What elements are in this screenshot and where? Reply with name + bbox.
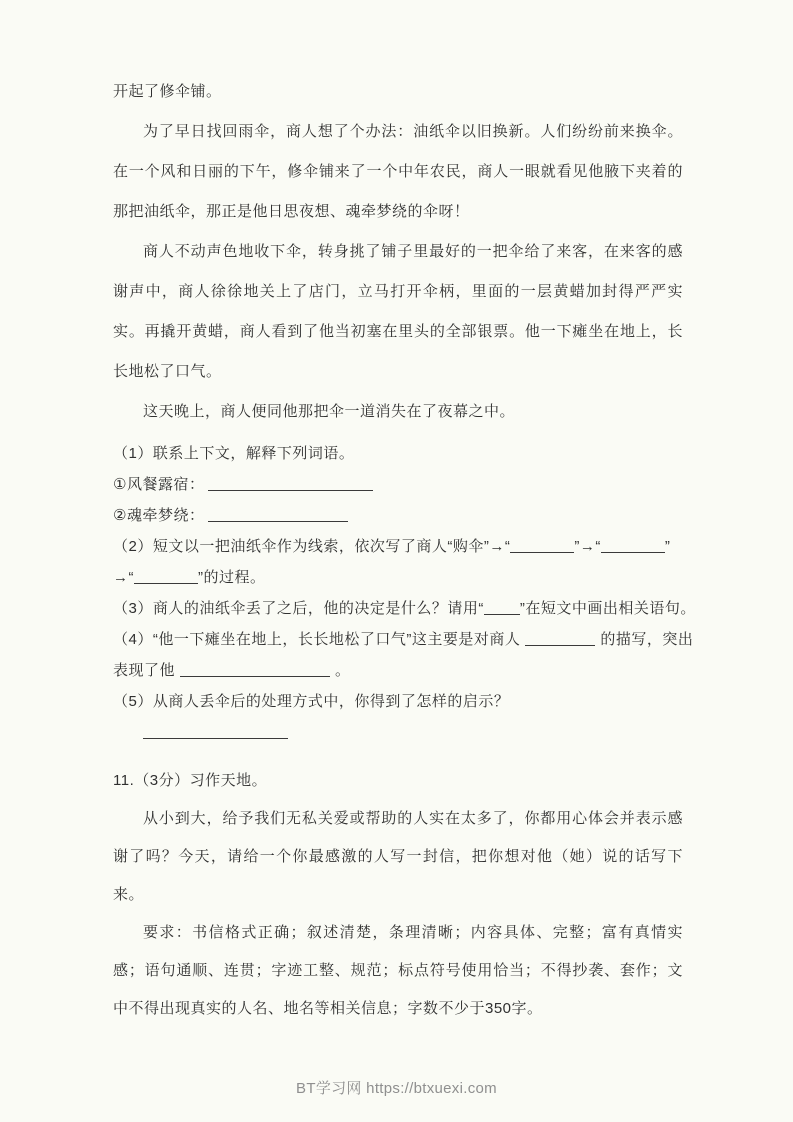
question-1-word-1 xyxy=(113,469,683,500)
answer-blank-q1-word2[interactable] xyxy=(208,508,348,522)
question-1-word-1-label: ①风餐露宿： xyxy=(113,476,205,493)
question-2-line-1 xyxy=(113,531,683,562)
composition-paragraph-2: 要求：书信格式正确；叙述清楚，条理清晰；内容具体、完整；富有真情实感；语句通顺、连贯；字迹工整、规范；标点符号使用恰当；不得抄袭、套作；文中不得出现真实的人名、地名等相关信息；字数不少于350字。 xyxy=(113,924,683,1017)
question-2-line-2 xyxy=(113,562,683,593)
composition-paragraph-1: 从小到大，给予我们无私关爱或帮助的人实在太多了，你都用心体会并表示感谢了吗？今天，请给一个你最感激的人写一封信，把你想对他（她）说的话写下来。 xyxy=(113,810,683,903)
answer-blank-q2-2[interactable] xyxy=(601,539,665,553)
question-3-text-b: ”在短文中画出相关语句。 xyxy=(519,600,696,617)
question-2-text-a: （2）短文以一把油纸伞作为线索，依次写了商人“购伞”→“ xyxy=(113,538,511,555)
watermark xyxy=(0,1077,793,1098)
reading-passage xyxy=(113,72,683,432)
question-4-line-2 xyxy=(113,655,683,686)
question-5-stem: （5）从商人丢伞后的处理方式中，你得到了怎样的启示？ xyxy=(113,693,510,710)
passage-paragraph-1: 为了早日找回雨伞，商人想了个办法：油纸伞以旧换新。人们纷纷前来换伞。在一个风和日丽的下午，修伞铺来了一个中年农民，商人一眼就看见他腋下夹着的那把油纸伞，那正是他日思夜想、魂牵梦绕的伞呀！ xyxy=(113,123,683,220)
question-5-answer-line xyxy=(113,717,683,748)
question-4-text-a: （4）“他一下瘫坐在地上，长长地松了口气”这主要是对商人 xyxy=(113,631,521,648)
question-list xyxy=(113,438,696,748)
passage-continuation-line: 开起了修伞铺。 xyxy=(113,83,222,100)
question-11-heading: 11.（3分）习作天地。 xyxy=(113,772,268,789)
question-3 xyxy=(113,593,696,624)
composition-section xyxy=(113,762,683,1028)
page-content xyxy=(113,72,696,1028)
underline-mark-sample xyxy=(484,601,520,615)
answer-blank-q2-3[interactable] xyxy=(134,570,198,584)
answer-blank-q4-2[interactable] xyxy=(180,663,330,677)
passage-paragraph-2: 商人不动声色地收下伞，转身挑了铺子里最好的一把伞给了来客，在来客的感谢声中，商人徐徐地关上了店门，立马打开伞柄，里面的一层黄蜡加封得严严实实。再撬开黄蜡，商人看到了他当初塞在里头的全部银票。他一下瘫坐在地上，长长地松了口气。 xyxy=(113,243,683,380)
watermark-text: BT学习网 https://btxuexi.com xyxy=(296,1080,497,1097)
answer-blank-q2-1[interactable] xyxy=(510,539,574,553)
passage-paragraph-3: 这天晚上，商人便同他那把伞一道消失在了夜幕之中。 xyxy=(143,403,516,420)
question-1-word-2 xyxy=(113,500,683,531)
question-1-stem: （1）联系上下文，解释下列词语。 xyxy=(113,445,355,462)
question-2-text-e: ”的过程。 xyxy=(198,569,266,586)
question-4-text-b: 的描写，突出 xyxy=(600,631,694,648)
question-2-text-b: ”→“ xyxy=(574,538,601,555)
question-4-text-d: 。 xyxy=(335,662,351,679)
answer-blank-q1-word1[interactable] xyxy=(208,477,373,491)
question-1-word-2-label: ②魂牵梦绕： xyxy=(113,507,205,524)
question-4-text-c: 表现了他 xyxy=(113,662,176,679)
question-4-line-1 xyxy=(113,624,694,655)
answer-blank-q5[interactable] xyxy=(143,725,288,739)
question-2-text-c: ” xyxy=(664,538,671,555)
question-2-text-d: →“ xyxy=(113,569,134,586)
question-3-text-a: （3）商人的油纸伞丢了之后，他的决定是什么？请用“ xyxy=(113,600,484,617)
answer-blank-q4-1[interactable] xyxy=(525,632,595,646)
